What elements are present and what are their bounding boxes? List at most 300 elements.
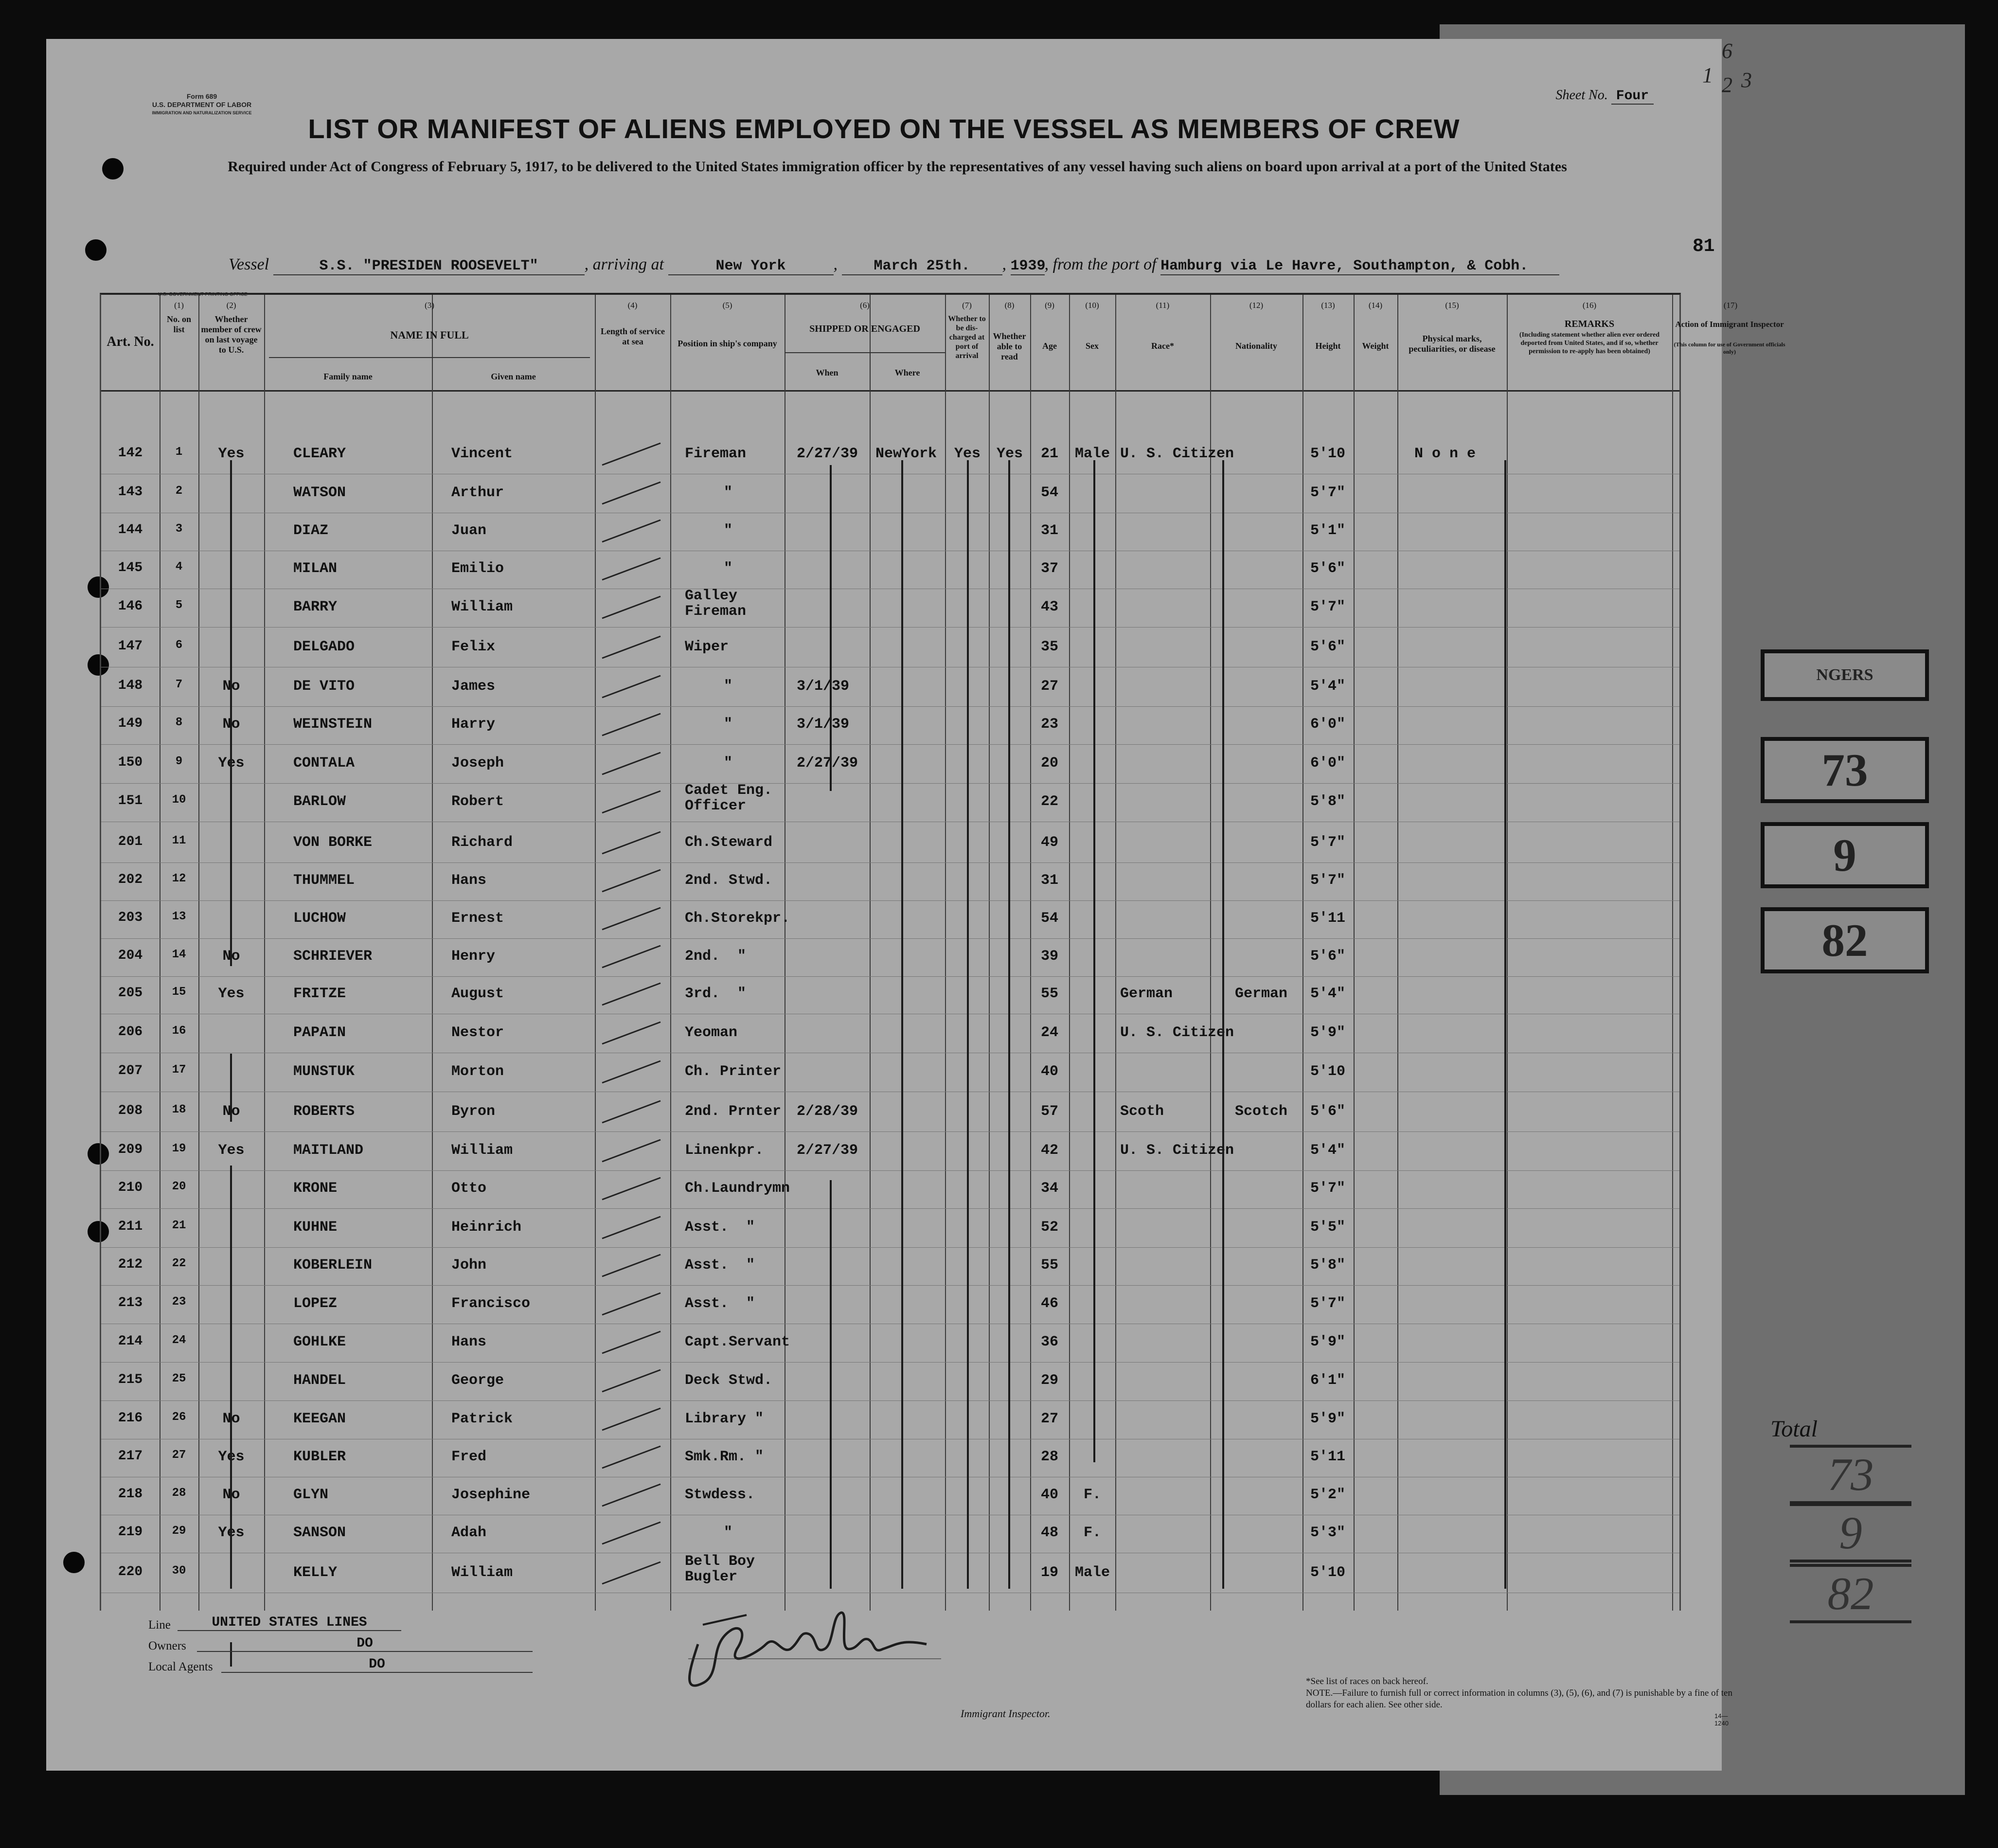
age-cell: 54 [1040, 910, 1058, 927]
column-divider [1210, 295, 1211, 1611]
family-name-cell: MUNSTUK [293, 1063, 355, 1080]
inspector-label: Immigrant Inspector. [961, 1707, 1051, 1720]
handwritten-tick-mark [597, 441, 665, 470]
age-cell: 40 [1040, 1487, 1058, 1503]
age-cell: 19 [1040, 1564, 1058, 1581]
height-cell: 6'0" [1310, 716, 1345, 733]
age-cell: 24 [1040, 1024, 1058, 1041]
family-name-cell: FRITZE [293, 986, 346, 1002]
column-number: (12) [1249, 301, 1264, 310]
list-number-cell: 25 [172, 1372, 186, 1385]
column-divider [989, 295, 990, 1611]
art-number-cell: 144 [118, 522, 143, 538]
handwritten-tick-mark [597, 867, 665, 897]
header-when: When [816, 368, 838, 377]
handwritten-tick-mark [597, 556, 665, 585]
physical-marks-cell: N o n e [1414, 446, 1476, 462]
punch-hole [85, 239, 107, 261]
list-number-cell: 2 [175, 484, 183, 498]
art-number-cell: 217 [118, 1449, 143, 1464]
art-number-cell: 214 [118, 1334, 143, 1349]
position-cell: Asst. " [685, 1257, 755, 1274]
printer-code: 14—1240 [1714, 1712, 1729, 1727]
age-cell: 37 [1040, 560, 1058, 577]
handwritten-tick-mark [597, 829, 665, 859]
art-number-cell: 148 [118, 678, 143, 693]
column-number: (4) [627, 301, 638, 310]
able-to-read-cell: Yes [996, 446, 1023, 462]
art-number-cell: 143 [118, 484, 143, 500]
art-number-cell: 209 [118, 1142, 143, 1157]
height-cell: 5'9" [1310, 1411, 1345, 1427]
header-length-service: Length of service at sea [601, 326, 665, 346]
given-name-cell: Heinrich [451, 1219, 522, 1236]
last-voyage-cell: No [222, 1487, 240, 1503]
art-number-cell: 211 [118, 1219, 143, 1234]
age-cell: 55 [1040, 986, 1058, 1002]
handwritten-tick-mark [597, 905, 665, 934]
age-cell: 57 [1040, 1103, 1058, 1120]
sheet-number-label: Sheet No. [1555, 88, 1608, 103]
list-number-cell: 4 [175, 560, 183, 574]
given-name-cell: Otto [451, 1180, 487, 1197]
given-name-cell: August [451, 986, 504, 1002]
page-subtitle: Required under Act of Congress of February 5, 1917, to be delivered to the United States immigration officer by the representatives of any vessel having such aliens on board upon arrival at a port of the United States [228, 159, 1567, 175]
position-cell: Cadet Eng. Officer [685, 782, 773, 814]
summary-tally-box: 73 [1761, 737, 1929, 803]
ditto-line [1093, 460, 1095, 1462]
shipped-when-cell: 2/27/39 [797, 1142, 858, 1159]
handwritten-tick-mark [597, 1098, 665, 1128]
shipped-when-cell: 2/28/39 [797, 1103, 858, 1120]
given-name-cell: Hans [451, 872, 487, 889]
given-name-cell: Juan [451, 522, 487, 539]
position-cell: Wiper [685, 639, 729, 655]
header-art-no: Art. No. [107, 334, 154, 349]
position-cell: 2nd. Stwd. [685, 872, 773, 889]
corner-note-digit: 1 [1702, 63, 1713, 87]
family-name-cell: VON BORKE [293, 834, 373, 851]
ditto-line [1504, 460, 1506, 1589]
column-divider [264, 295, 265, 1611]
height-cell: 5'6" [1310, 639, 1345, 655]
position-cell: " [724, 678, 733, 695]
family-name-cell: SANSON [293, 1525, 346, 1541]
column-number: (5) [722, 301, 732, 310]
family-name-cell: DELGADO [293, 639, 355, 655]
column-divider [1507, 295, 1508, 1611]
row-rule [101, 1131, 1679, 1132]
column-number: (8) [1004, 301, 1015, 310]
header-physical: Physical marks, peculiarities, or disease [1409, 334, 1496, 354]
column-number: (2) [226, 301, 236, 310]
name-divider [269, 357, 590, 358]
given-name-cell: George [451, 1372, 504, 1389]
family-name-cell: LUCHOW [293, 910, 346, 927]
header-height: Height [1315, 341, 1341, 351]
header-action-note: (This column for use of Government officials only) [1674, 341, 1785, 355]
art-number-cell: 219 [118, 1525, 143, 1540]
header-position: Position in ship's company [678, 339, 777, 348]
given-name-cell: Byron [451, 1103, 496, 1120]
column-number: (15) [1445, 301, 1459, 310]
column-divider [1397, 295, 1398, 1611]
handwritten-tick-mark [597, 943, 665, 972]
header-remarks: REMARKS [1564, 319, 1615, 329]
sex-cell: Male [1074, 446, 1110, 462]
handwritten-tick-mark [597, 1367, 665, 1397]
column-divider [595, 295, 596, 1611]
given-name-cell: Josephine [451, 1487, 531, 1503]
height-cell: 6'1" [1310, 1372, 1345, 1389]
vessel-name: S.S. "PRESIDEN ROOSEVELT" [273, 258, 585, 275]
ditto-line [830, 465, 832, 791]
list-number-cell: 10 [172, 793, 186, 807]
list-number-cell: 24 [172, 1334, 186, 1347]
row-rule [101, 1247, 1679, 1248]
family-name-cell: DE VITO [293, 678, 355, 695]
last-voyage-cell: No [222, 1411, 240, 1427]
shipped-when-cell: 2/27/39 [797, 755, 858, 771]
height-cell: 5'4" [1310, 678, 1345, 695]
sex-cell: Male [1074, 1564, 1110, 1581]
header-last-voyage: Whether member of crew on last voyage to U.S. [201, 314, 262, 355]
header-remarks-note: (Including statement whether alien ever ordered deported from United States, and if so, whether permission to re-apply has been obtained) [1519, 331, 1660, 355]
height-cell: 5'2" [1310, 1487, 1345, 1503]
row-rule [101, 783, 1679, 784]
row-rule [101, 744, 1679, 745]
position-cell: " [724, 522, 733, 539]
handwritten-tick-mark [597, 1406, 665, 1435]
age-cell: 27 [1040, 678, 1058, 695]
header-nationality: Nationality [1235, 341, 1277, 351]
list-number-cell: 26 [172, 1411, 186, 1424]
handwritten-tick-mark [597, 518, 665, 547]
position-cell: Library " [685, 1411, 764, 1427]
handwritten-tick-mark [597, 480, 665, 509]
handwritten-tick-mark [597, 1520, 665, 1549]
column-number: (10) [1085, 301, 1099, 310]
age-cell: 43 [1040, 599, 1058, 615]
owners-label: Owners [148, 1639, 186, 1652]
art-number-cell: 213 [118, 1295, 143, 1310]
position-cell: " [724, 484, 733, 501]
header-weight: Weight [1362, 341, 1389, 351]
given-name-cell: Hans [451, 1334, 487, 1350]
list-number-cell: 9 [175, 755, 183, 768]
handwritten-tick-mark [597, 594, 665, 623]
art-number-cell: 204 [118, 948, 143, 963]
family-name-cell: CONTALA [293, 755, 355, 771]
height-cell: 5'5" [1310, 1219, 1345, 1236]
art-number-cell: 149 [118, 716, 143, 731]
position-cell: Yeoman [685, 1024, 738, 1041]
position-cell: Asst. " [685, 1295, 755, 1312]
agents-label: Local Agents [148, 1660, 213, 1673]
height-cell: 5'10 [1310, 1063, 1345, 1080]
row-rule [101, 900, 1679, 901]
from-port-label: , from the port of [1044, 255, 1157, 273]
failure-note: NOTE.—Failure to furnish full or correct information in columns (3), (5), (6), and (7) is punishable by a fine of ten dollars for each alien. See other side. [1306, 1688, 1732, 1710]
height-cell: 5'7" [1310, 599, 1345, 615]
punch-hole [63, 1552, 85, 1573]
corner-note-digit: 3 [1741, 68, 1752, 92]
total-value: 82 [1790, 1564, 1911, 1623]
shipped-where-cell: NewYork [875, 446, 937, 462]
position-cell: Ch.Steward [685, 834, 773, 851]
column-divider [1069, 295, 1070, 1611]
family-name-cell: HANDEL [293, 1372, 346, 1389]
height-cell: 5'8" [1310, 793, 1345, 810]
art-number-cell: 215 [118, 1372, 143, 1387]
given-name-cell: Francisco [451, 1295, 531, 1312]
handwritten-tick-mark [597, 1137, 665, 1166]
height-cell: 5'9" [1310, 1024, 1345, 1041]
family-name-cell: CLEARY [293, 446, 346, 462]
height-cell: 6'0" [1310, 755, 1345, 771]
family-name-cell: MILAN [293, 560, 338, 577]
column-number: (6) [860, 301, 870, 310]
summary-header-fragment: NGERS [1761, 649, 1929, 701]
family-name-cell: DIAZ [293, 522, 329, 539]
header-where: Where [894, 368, 920, 377]
given-name-cell: Patrick [451, 1411, 513, 1427]
given-name-cell: Richard [451, 834, 513, 851]
last-voyage-cell: Yes [218, 755, 245, 771]
family-name-cell: KEEGAN [293, 1411, 346, 1427]
age-cell: 39 [1040, 948, 1058, 965]
sheet-number-value: Four [1611, 89, 1654, 105]
arriving-label: , arriving at [584, 255, 664, 273]
height-cell: 5'6" [1310, 948, 1345, 965]
given-name-cell: Felix [451, 639, 496, 655]
family-name-cell: LOPEZ [293, 1295, 338, 1312]
family-name-cell: WEINSTEIN [293, 716, 373, 733]
ditto-line [230, 1166, 232, 1589]
list-number-cell: 27 [172, 1449, 186, 1462]
discharged-cell: Yes [954, 446, 981, 462]
list-number-cell: 6 [175, 639, 183, 652]
column-divider [432, 295, 433, 1611]
art-number-cell: 212 [118, 1257, 143, 1272]
height-cell: 5'7" [1310, 834, 1345, 851]
race-cell: U. S. Citizen [1120, 1142, 1234, 1159]
given-name-cell: Fred [451, 1449, 487, 1465]
government-printing-note: U.S. GOVERNMENT PRINTING OFFICE [158, 292, 248, 297]
shipped-when-cell: 3/1/39 [797, 678, 850, 695]
age-cell: 48 [1040, 1525, 1058, 1541]
age-cell: 23 [1040, 716, 1058, 733]
handwritten-tick-mark [597, 1214, 665, 1243]
list-number-cell: 23 [172, 1295, 186, 1309]
department-name: U.S. DEPARTMENT OF LABOR [152, 101, 252, 108]
family-name-cell: KELLY [293, 1564, 338, 1581]
art-number-cell: 147 [118, 639, 143, 654]
column-number: (9) [1045, 301, 1054, 310]
row-rule [101, 976, 1679, 977]
height-cell: 5'10 [1310, 1564, 1345, 1581]
height-cell: 5'11 [1310, 910, 1345, 927]
position-cell: 2nd. " [685, 948, 747, 965]
list-number-cell: 19 [172, 1142, 186, 1155]
row-rule [101, 938, 1679, 939]
vessel-line: Vessel S.S. "PRESIDEN ROOSEVELT" , arriving at New York , March 25th. , 1939, from the port of Hamburg via Le Havre, Southampton, & Cobh. [229, 255, 1688, 280]
header-age: Age [1042, 341, 1057, 351]
position-cell: " [724, 755, 733, 771]
family-name-cell: ROBERTS [293, 1103, 355, 1120]
last-voyage-cell: No [222, 716, 240, 733]
family-name-cell: PAPAIN [293, 1024, 346, 1041]
handwritten-tick-mark [597, 1059, 665, 1088]
row-rule [101, 1362, 1679, 1363]
service-name: IMMIGRATION AND NATURALIZATION SERVICE [152, 110, 252, 115]
list-number-cell: 12 [172, 872, 186, 885]
art-number-cell: 216 [118, 1411, 143, 1426]
age-cell: 42 [1040, 1142, 1058, 1159]
column-number: (3) [425, 301, 434, 310]
manifest-sheet [46, 39, 1785, 1771]
age-cell: 31 [1040, 872, 1058, 889]
last-voyage-cell: Yes [218, 1525, 245, 1541]
art-number-cell: 150 [118, 755, 143, 770]
height-cell: 5'8" [1310, 1257, 1345, 1274]
art-number-cell: 205 [118, 986, 143, 1001]
height-cell: 5'10 [1310, 446, 1345, 462]
punch-hole [102, 158, 124, 179]
handwritten-tick-mark [597, 1444, 665, 1473]
handwritten-tick-mark [597, 1291, 665, 1320]
list-number-cell: 21 [172, 1219, 186, 1232]
handwritten-tick-mark [597, 1175, 665, 1204]
list-number-cell: 8 [175, 716, 183, 729]
age-cell: 27 [1040, 1411, 1058, 1427]
art-number-cell: 218 [118, 1487, 143, 1502]
row-rule [101, 862, 1679, 863]
family-name-cell: MAITLAND [293, 1142, 364, 1159]
crew-manifest-table [100, 293, 1785, 1611]
family-name-cell: GOHLKE [293, 1334, 346, 1350]
last-voyage-cell: Yes [218, 1449, 245, 1465]
total-value: 9 [1790, 1503, 1911, 1562]
given-name-cell: James [451, 678, 496, 695]
header-rule [101, 390, 1679, 392]
family-name-cell: SCHRIEVER [293, 948, 373, 965]
row-rule [101, 1208, 1679, 1209]
position-cell: " [724, 1525, 733, 1541]
art-number-cell: 151 [118, 793, 143, 808]
handwritten-tick-mark [597, 789, 665, 818]
age-cell: 54 [1040, 484, 1058, 501]
age-cell: 36 [1040, 1334, 1058, 1350]
height-cell: 5'7" [1310, 872, 1345, 889]
age-cell: 40 [1040, 1063, 1058, 1080]
position-cell: 2nd. Prnter [685, 1103, 782, 1120]
age-cell: 34 [1040, 1180, 1058, 1197]
position-cell: Capt.Servant [685, 1334, 790, 1350]
column-number: (11) [1156, 301, 1170, 310]
age-cell: 49 [1040, 834, 1058, 851]
last-voyage-cell: No [222, 678, 240, 695]
handwritten-tick-mark [597, 1252, 665, 1281]
form-number: Form 689 [186, 92, 217, 100]
list-number-cell: 5 [175, 599, 183, 612]
race-cell: Scoth [1120, 1103, 1164, 1120]
handwritten-tick-mark [597, 1482, 665, 1511]
list-number-cell: 28 [172, 1487, 186, 1500]
arrival-port: New York [668, 258, 834, 275]
header-race: Race* [1151, 341, 1174, 351]
row-rule [101, 627, 1679, 628]
height-cell: 5'9" [1310, 1334, 1345, 1350]
given-name-cell: Adah [451, 1525, 487, 1541]
height-cell: 5'7" [1310, 1295, 1345, 1312]
handwritten-tick-mark [597, 673, 665, 702]
family-name-cell: THUMMEL [293, 872, 355, 889]
handwritten-tick-mark [597, 981, 665, 1010]
row-rule [101, 1285, 1679, 1286]
row-rule [101, 706, 1679, 707]
handwritten-tick-mark [597, 1560, 665, 1589]
nationality-cell: Scotch [1234, 1103, 1288, 1120]
family-name-cell: BARRY [293, 599, 338, 615]
column-divider [1672, 295, 1673, 1611]
column-divider [1115, 295, 1116, 1611]
age-cell: 21 [1040, 446, 1058, 462]
age-cell: 22 [1040, 793, 1058, 810]
page-title: LIST OR MANIFEST OF ALIENS EMPLOYED ON THE VESSEL AS MEMBERS OF CREW [308, 113, 1460, 144]
ditto-line [1008, 460, 1010, 1589]
position-cell: " [724, 560, 733, 577]
column-number: (13) [1321, 301, 1335, 310]
family-name-cell: BARLOW [293, 793, 346, 810]
list-number-cell: 29 [172, 1525, 186, 1538]
height-cell: 5'4" [1310, 1142, 1345, 1159]
summary-tally-box: 82 [1761, 907, 1929, 973]
header-shipped: SHIPPED OR ENGAGED [809, 323, 920, 334]
header-family-name: Family name [323, 372, 373, 381]
art-number-cell: 220 [118, 1564, 143, 1579]
column-number: (17) [1723, 301, 1738, 310]
handwritten-tick-mark [597, 711, 665, 740]
handwritten-tick-mark [597, 1020, 665, 1049]
age-cell: 31 [1040, 522, 1058, 539]
shipped-divider [785, 352, 945, 353]
handwritten-tick-mark [597, 750, 665, 779]
race-cell: U. S. Citizen [1120, 1024, 1234, 1041]
height-cell: 5'7" [1310, 1180, 1345, 1197]
art-number-cell: 142 [118, 446, 143, 461]
column-number: (1) [174, 301, 184, 310]
position-cell: Linenkpr. [685, 1142, 764, 1159]
column-divider [1354, 295, 1355, 1611]
list-number-cell: 16 [172, 1024, 186, 1038]
position-cell: Fireman [685, 446, 747, 462]
list-number-cell: 15 [172, 986, 186, 999]
family-name-cell: KUHNE [293, 1219, 338, 1236]
sex-cell: F. [1083, 1525, 1101, 1541]
line-label: Line [148, 1618, 171, 1632]
given-name-cell: Henry [451, 948, 496, 965]
departure-ports: Hamburg via Le Havre, Southampton, & Cobh. [1160, 258, 1559, 275]
agents-value: DO [221, 1657, 533, 1673]
age-cell: 29 [1040, 1372, 1058, 1389]
arrival-date: March 25th. [842, 258, 1002, 275]
column-divider [870, 295, 871, 1611]
position-cell: " [724, 716, 733, 733]
position-cell: Asst. " [685, 1219, 755, 1236]
position-cell: Ch.Storekpr. [685, 910, 790, 927]
header-no-on-list: No. on list [166, 314, 191, 334]
